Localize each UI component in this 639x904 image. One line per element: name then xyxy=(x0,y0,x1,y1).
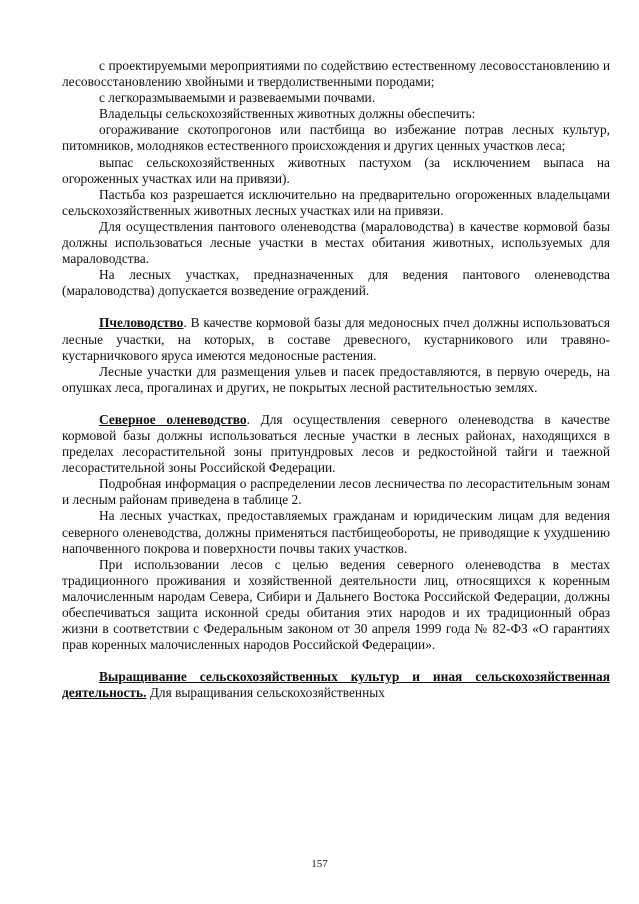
paragraph: На лесных участках, предназначенных для ведения пантового оленеводства (мараловодства) допускается возведение ограждений. xyxy=(62,267,610,299)
document-page xyxy=(62,58,610,701)
page-number: 157 xyxy=(311,858,328,870)
paragraph: выпас сельскохозяйственных животных пастухом (за исключением выпаса на огороженных участках или на привязи). xyxy=(62,154,610,186)
paragraph: На лесных участках, предоставляемых гражданам и юридическим лицам для ведения северного оленеводства, должны применяться пастбищеобороты, не приводящие к ухудшению напочвенного покрова и поверхности почвы таких участков. xyxy=(62,508,610,556)
paragraph: При использовании лесов с целью ведения северного оленеводства в местах традиционного проживания и хозяйственной деятельности лиц, относящихся к коренным малочисленным народам Севера, Сибири и Дальнего Востока Российской Федерации, должны обеспечиваться защита исконной среды обитания этих народов и их традиционный образ жизни в соответствии с Федеральным законом от 30 апреля 1999 года № 82-ФЗ «О гарантиях прав коренных малочисленных народов Российской Федерации». xyxy=(62,556,610,653)
section-paragraph-reindeer xyxy=(62,412,610,476)
paragraph-text: Для выращивания сельскохозяйственных xyxy=(146,685,385,701)
section-paragraph-beekeeping xyxy=(62,315,610,363)
section-heading: Северное оленеводство xyxy=(99,411,247,427)
paragraph: Владельцы сельскохозяйственных животных должны обеспечить: xyxy=(99,106,476,122)
paragraph: с легкоразмываемыми и развеваемыми почвами. xyxy=(99,90,376,106)
section-gap xyxy=(62,299,610,315)
section-paragraph-agriculture xyxy=(62,669,610,701)
paragraph: огораживание скотопрогонов или пастбища во избежание потрав лесных культур, питомников, молодняков естественного происхождения и других ценных участков леса; xyxy=(62,122,610,154)
paragraph: Для осуществления пантового оленеводства (мараловодства) в качестве кормовой базы должны использоваться лесные участки в местах обитания животных, используемых для мараловодства. xyxy=(62,218,610,267)
paragraph: Пастьба коз разрешается исключительно на предварительно огороженных владельцами сельскохозяйственных животных лесных участках или на привязи. xyxy=(62,186,610,218)
paragraph-text: . В качестве кормовой базы для медоносных пчел должны использоваться лесные участки, на которых, в составе древесного, кустарникового или травяно-кустарничкового яруса имеются медоносные растения. xyxy=(62,315,610,363)
section-gap xyxy=(62,396,610,412)
paragraph: с проектируемыми мероприятиями по содействию естественному лесовосстановлению и лесовосстановлению хвойными и твердолиственными породами; xyxy=(62,58,610,90)
paragraph: Лесные участки для размещения ульев и пасек предоставляются, в первую очередь, на опушках леса, прогалинах и других, не покрытых лесной растительностью землях. xyxy=(62,363,610,395)
paragraph-text: . Для осуществления северного оленеводства в качестве кормовой базы должны использоваться лесные участки в лесных районах, находящихся в пределах лесорастительной зоны притундровых лесов и редкостойной тайги и таежной лесорастительной зоны Российской Федерации. xyxy=(62,411,610,476)
section-heading: Пчеловодство xyxy=(99,315,184,331)
section-heading: Выращивание сельскохозяйственных культур и иная сельскохозяйственная деятельность. xyxy=(62,669,610,701)
section-gap xyxy=(62,653,610,669)
paragraph: Подробная информация о распределении лесов лесничества по лесорастительным зонам и лесным районам приведена в таблице 2. xyxy=(62,476,610,508)
